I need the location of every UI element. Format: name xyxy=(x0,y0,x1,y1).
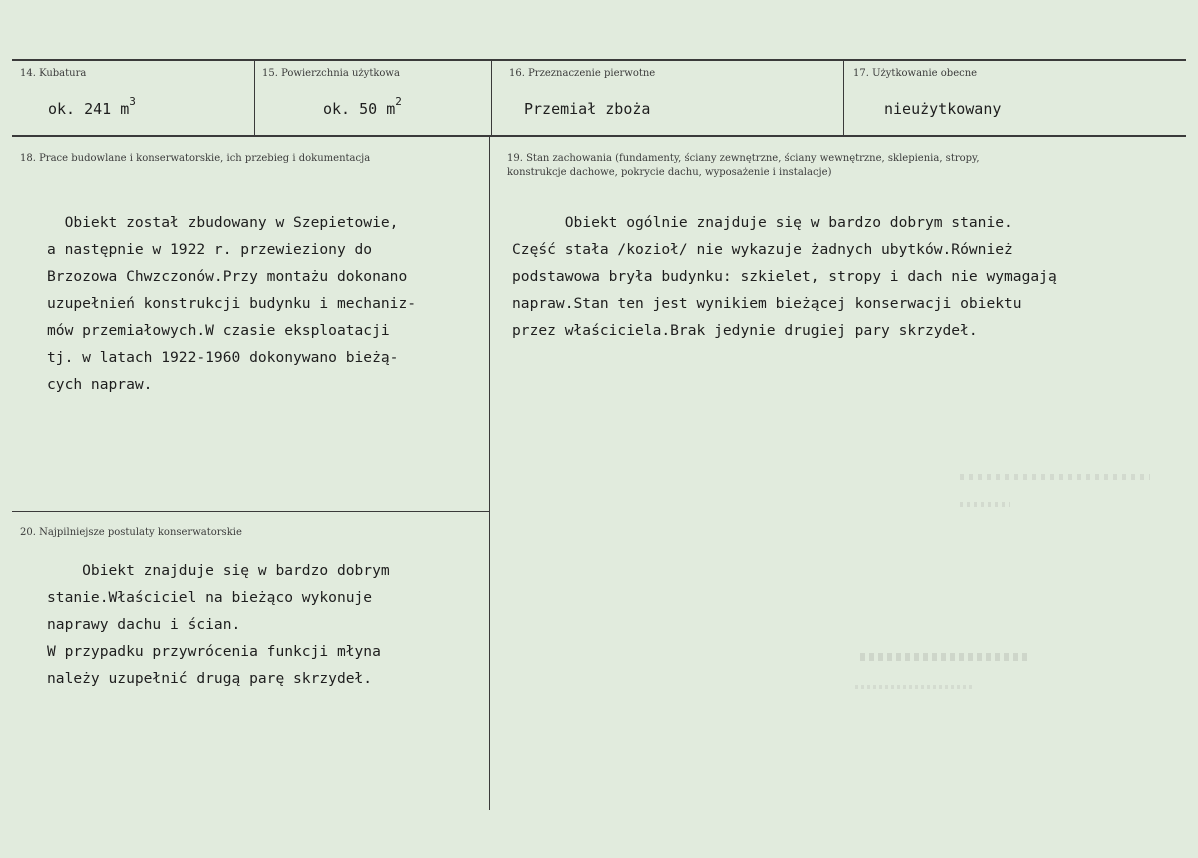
divider-16-17 xyxy=(843,60,844,136)
powierzchnia-label: 15. Powierzchnia użytkowa xyxy=(262,68,400,79)
stan-text xyxy=(512,209,1057,344)
section-20-rule xyxy=(12,511,489,512)
prace-line: a następnie w 1922 r. przewieziony do xyxy=(47,241,373,258)
powierzchnia-unit-exponent: 2 xyxy=(395,95,402,108)
postulaty-label: 20. Najpilniejsze postulaty konserwatorskie xyxy=(20,527,242,538)
prace-line: uzupełnień konstrukcji budynku i mechaniz- xyxy=(47,295,417,312)
stan-line: napraw.Stan ten jest wynikiem bieżącej konserwacji obiektu xyxy=(512,295,1022,312)
stan-label-line1: 19. Stan zachowania (fundamenty, ściany zewnętrzne, ściany wewnętrzne, sklepienia, stropy, xyxy=(507,153,980,164)
divider-14-15 xyxy=(254,60,255,136)
powierzchnia-number: ok. 50 m xyxy=(323,100,396,118)
stan-line: podstawowa bryła budynku: szkielet, stropy i dach nie wymagają xyxy=(512,268,1057,285)
stan-line: Obiekt ogólnie znajduje się w bardzo dobrym stanie. xyxy=(512,214,1013,231)
przeznaczenie-label: 16. Przeznaczenie pierwotne xyxy=(509,68,656,79)
postulaty-line: stanie.Właściciel na bieżąco wykonuje xyxy=(47,589,373,606)
kubatura-number: ok. 241 m xyxy=(48,100,130,118)
stan-line: Część stała /kozioł/ nie wykazuje żadnych ubytków.Również xyxy=(512,241,1013,258)
kubatura-value xyxy=(48,95,136,118)
powierzchnia-value xyxy=(323,95,402,118)
postulaty-line: Obiekt znajduje się w bardzo dobrym xyxy=(47,562,390,579)
prace-line: cych napraw. xyxy=(47,376,153,393)
prace-text xyxy=(47,209,416,398)
postulaty-line: naprawy dachu i ścian. xyxy=(47,616,241,633)
uzytkowanie-value: nieużytkowany xyxy=(884,100,1002,118)
prace-line: tj. w latach 1922-1960 dokonywano bieżą- xyxy=(47,349,399,366)
prace-line: Brzozowa Chwzczonów.Przy montażu dokonano xyxy=(47,268,408,285)
header-row-rule xyxy=(12,135,1186,137)
top-rule xyxy=(12,59,1186,61)
uzytkowanie-label: 17. Użytkowanie obecne xyxy=(853,68,978,79)
show-through-mark xyxy=(860,653,1030,661)
prace-line: Obiekt został zbudowany w Szepietowie, xyxy=(47,214,399,231)
show-through-mark xyxy=(855,685,975,689)
column-divider xyxy=(489,137,490,810)
divider-15-16 xyxy=(491,60,492,136)
postulaty-text xyxy=(47,557,390,692)
show-through-mark xyxy=(960,474,1150,480)
stan-line: przez właściciela.Brak jedynie drugiej pary skrzydeł. xyxy=(512,322,978,339)
postulaty-line: W przypadku przywrócenia funkcji młyna xyxy=(47,643,381,660)
stan-label-line2: konstrukcje dachowe, pokrycie dachu, wyposażenie i instalacje) xyxy=(507,167,832,178)
prace-label: 18. Prace budowlane i konserwatorskie, ich przebieg i dokumentacja xyxy=(20,153,371,164)
postulaty-line: należy uzupełnić drugą parę skrzydeł. xyxy=(47,670,373,687)
prace-line: mów przemiałowych.W czasie eksploatacji xyxy=(47,322,390,339)
kubatura-unit-exponent: 3 xyxy=(129,95,136,108)
kubatura-label: 14. Kubatura xyxy=(20,68,87,79)
przeznaczenie-value: Przemiał zboża xyxy=(524,100,651,118)
show-through-mark xyxy=(960,502,1010,507)
